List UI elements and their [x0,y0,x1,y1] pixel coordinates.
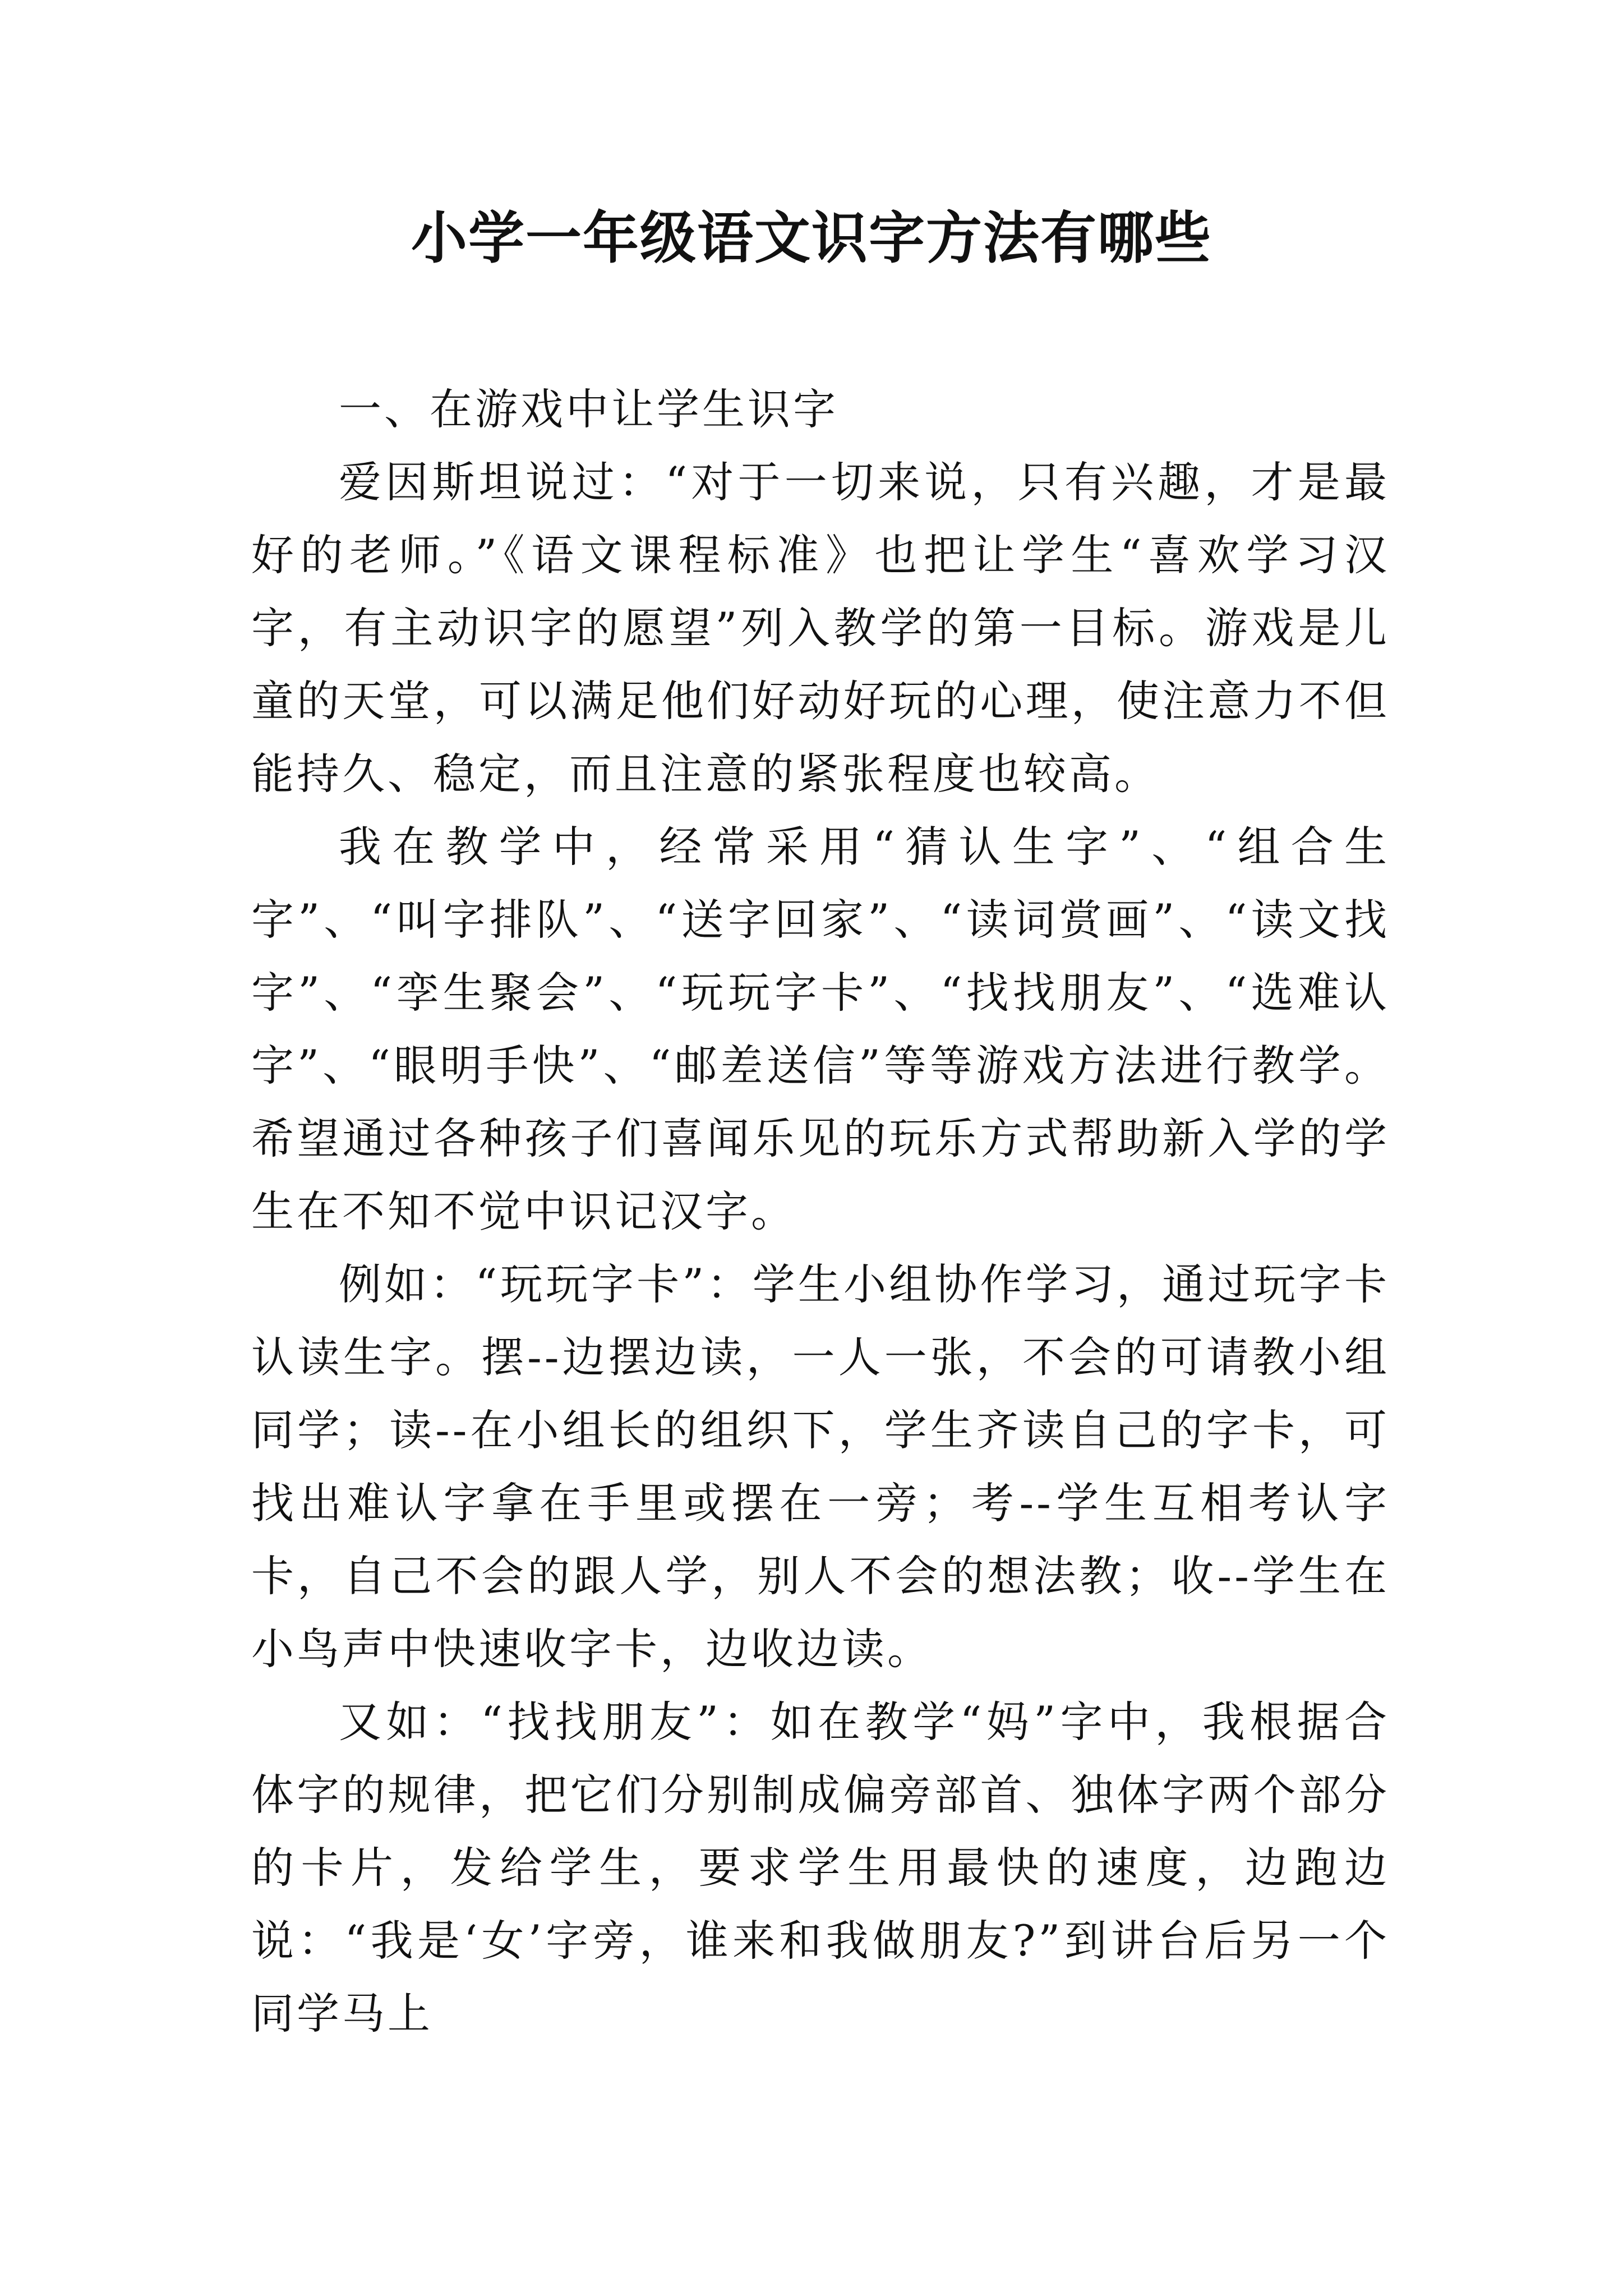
paragraph: 爱因斯坦说过：“对于一切来说，只有兴趣，才是最好的老师。”《语文课程标准》也把让学生“喜欢学习汉字，有主动识字的愿望”列入教学的第一目标。游戏是儿童的天堂，可以满足他们好动好玩的心理，使注意力不但能持久、稳定，而且注意的紧张程度也较高。 [251,457,1390,799]
paragraph: 例如：“玩玩字卡”：学生小组协作学习，通过玩字卡认读生字。摆--边摆边读，一人一张，不会的可请教小组同学；读--在小组长的组织下，学生齐读自己的字卡，可找出难认字拿在手里或摆在一旁；考--学生互相考认字卡，自己不会的跟人学，别人不会的想法教；收--学生在小鸟声中快速收字卡，边收边读。 [251,1259,1390,1674]
paragraph: 我在教学中，经常采用“猜认生字”、“组合生字”、“叫字排队”、“送字回家”、“读词赏画”、“读文找字”、“孪生聚会”、“玩玩字卡”、“找找朋友”、“选难认字”、“眼明手快”、“邮差送信”等等游戏方法进行教学。希望通过各种孩子们喜闻乐见的玩乐方式帮助新入学的学生在不知不觉中识记汉字。 [251,822,1390,1236]
section-heading: 一、在游戏中让学生识字 [339,384,838,434]
document-title: 小学一年级语文识字方法有哪些 [411,205,1212,271]
paragraph: 又如：“找找朋友”：如在教学“妈”字中，我根据合体字的规律，把它们分别制成偏旁部首、独体字两个部分的卡片，发给学生，要求学生用最快的速度，边跑边说：“我是‘女’字旁，谁来和我做朋友?”到讲台后另一个同学马上 [251,1697,1390,2039]
document-body [251,373,1390,2050]
